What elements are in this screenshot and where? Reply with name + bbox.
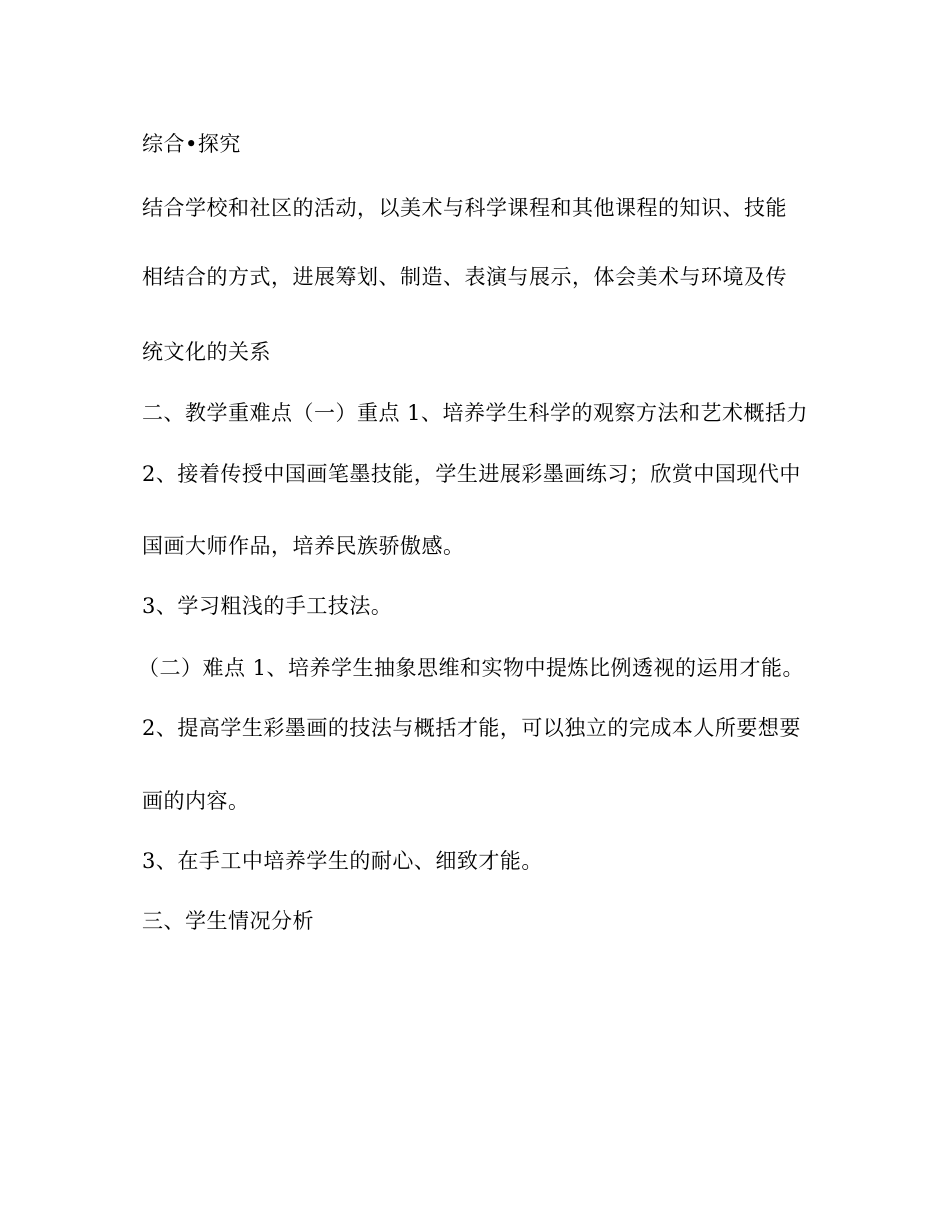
section-heading-synthesis: 综合•探究 (142, 132, 241, 156)
paragraph-line: 2、接着传授中国画笔墨技能，学生进展彩墨画练习；欣赏中国现代中 (142, 462, 801, 486)
paragraph-line: 画的内容。 (142, 789, 250, 813)
paragraph-line: 3、在手工中培养学生的耐心、细致才能。 (142, 849, 543, 873)
section-heading-difficulties: （二）难点 1、培养学生抽象思维和实物中提炼比例透视的运用才能。 (138, 656, 805, 680)
paragraph-line: 结合学校和社区的活动，以美术与科学课程和其他课程的知识、技能 (142, 196, 787, 220)
paragraph-line: 相结合的方式，进展筹划、制造、表演与展示，体会美术与环境及传 (142, 265, 787, 289)
paragraph-line: 2、提高学生彩墨画的技法与概括才能，可以独立的完成本人所要想要 (142, 716, 801, 740)
section-heading-student-analysis: 三、学生情况分析 (142, 909, 314, 933)
paragraph-line: 国画大师作品，培养民族骄傲感。 (142, 534, 465, 558)
paragraph-line: 3、学习粗浅的手工技法。 (142, 594, 393, 618)
section-heading-key-points: 二、教学重难点（一）重点 1、培养学生科学的观察方法和艺术概括力 (142, 401, 809, 425)
paragraph-line: 统文化的关系 (142, 340, 271, 364)
